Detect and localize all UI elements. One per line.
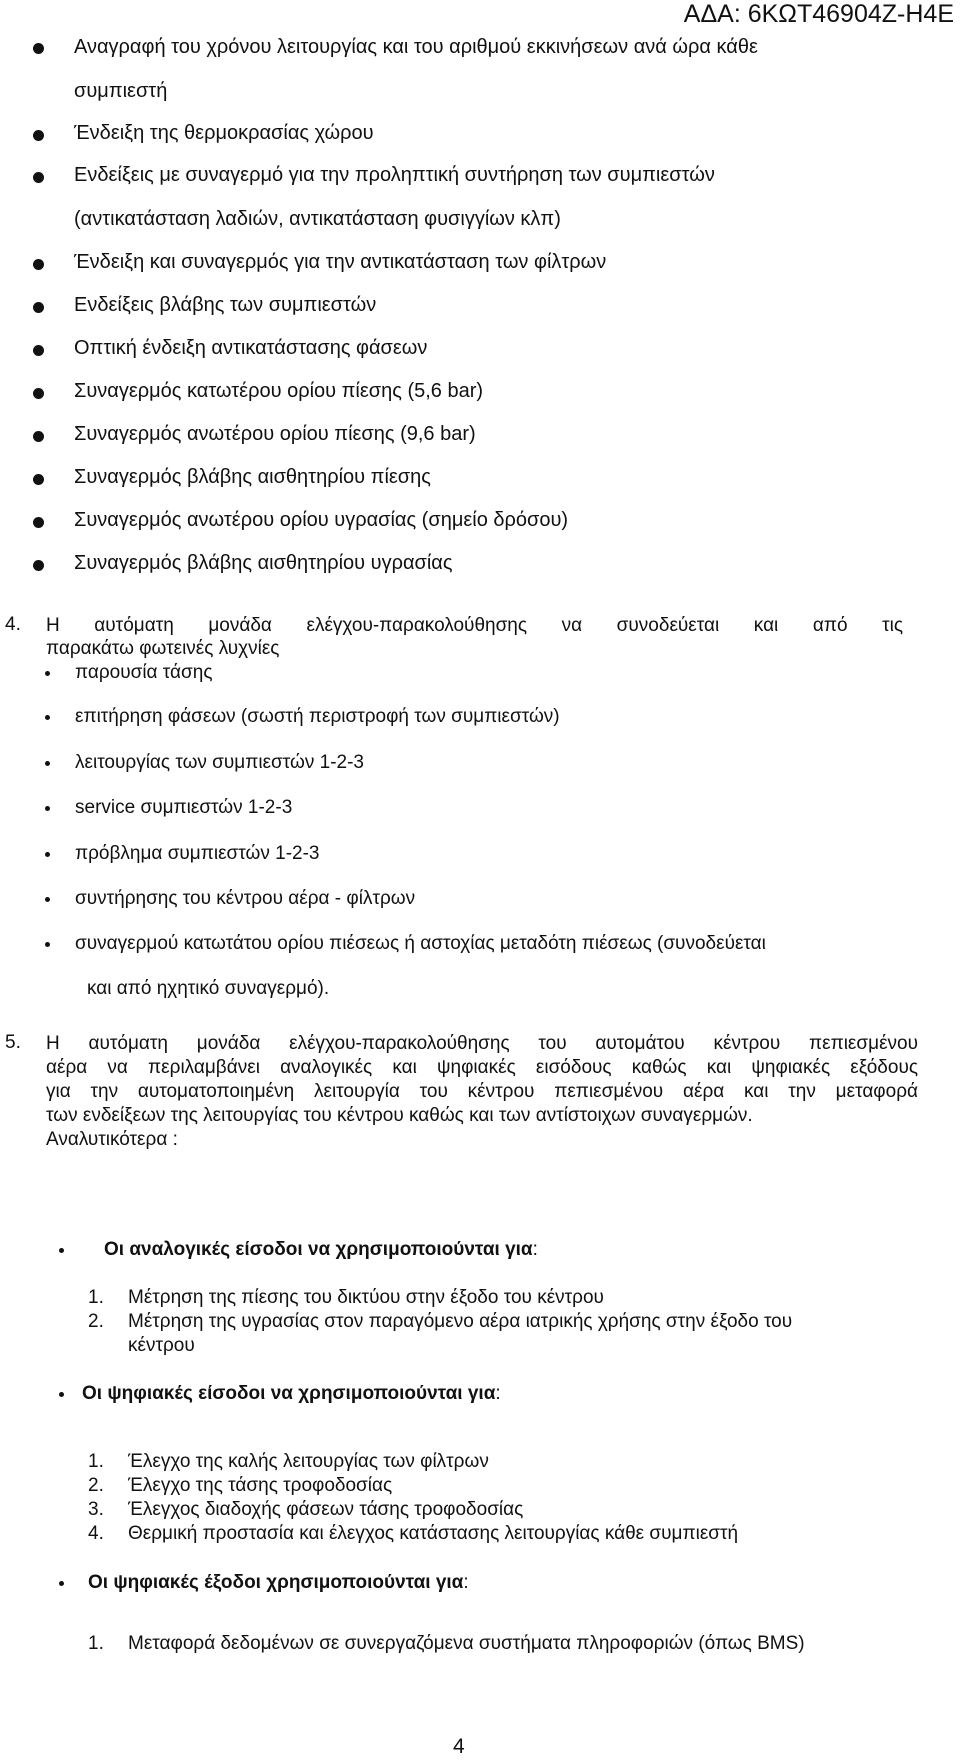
digital-input-item: Έλεγχος διαδοχής φάσεων τάσης τροφοδοσίας (128, 1499, 524, 1520)
list-item: Ενδείξεις με συναγερμό για την προληπτική συντήρηση των συμπιεστών (74, 164, 715, 186)
digital-input-item: Έλεγχο της καλής λειτουργίας των φίλτρων (128, 1451, 489, 1472)
analog-item: Μέτρηση της πίεσης του δικτύου στην έξοδο του κέντρου (128, 1287, 604, 1308)
section-4-intro (46, 614, 903, 638)
digital-outputs-heading: Οι ψηφιακές έξοδοι χρησιμοποιούνται για: (88, 1572, 469, 1593)
list-item: Ένδειξη της θερμοκρασίας χώρου (74, 122, 374, 144)
bullet-icon (45, 852, 50, 857)
digital-output-item: Μεταφορά δεδομένων σε συνεργαζόμενα συστήματα πληροφοριών (όπως BMS) (128, 1633, 805, 1654)
list-item: Συναγερμός κατωτέρου ορίου πίεσης (5,6 bar) (74, 380, 484, 402)
paragraph-line: Η αυτόματη μονάδα ελέγχου-παρακολούθησης να συνοδεύεται και από τις (46, 615, 903, 636)
list-item: Συναγερμός βλάβης αισθητηρίου υγρασίας (74, 552, 453, 574)
ada-code: ΑΔΑ: 6ΚΩΤ46904Ζ-Η4Ε (683, 0, 954, 28)
digital-input-number: 4. (88, 1523, 104, 1544)
digital-input-item: Θερμική προστασία και έλεγχος κατάστασης λειτουργίας κάθε συμπιεστή (128, 1523, 739, 1544)
analog-item-continuation: κέντρου (128, 1335, 195, 1356)
list-item: Συναγερμός ανωτέρου ορίου υγρασίας (σημείο δρόσου) (74, 509, 569, 531)
list-item: Οπτική ένδειξη αντικατάστασης φάσεων (74, 337, 428, 359)
list-item: Αναγραφή του χρόνου λειτουργίας και του αριθμού εκκινήσεων ανά ώρα κάθε (74, 36, 758, 58)
bullet-icon (33, 345, 44, 356)
bullet-icon (33, 474, 44, 485)
digital-input-number: 3. (88, 1499, 104, 1520)
bullet-icon (33, 517, 44, 528)
lamp-item: πρόβλημα συμπιεστών 1-2-3 (75, 843, 320, 864)
analog-item-number: 2. (88, 1311, 104, 1332)
bullet-icon (33, 560, 44, 571)
bullet-icon (59, 1248, 64, 1253)
bullet-icon (33, 43, 44, 54)
lamp-item: λειτουργίας των συμπιεστών 1-2-3 (75, 752, 364, 773)
paragraph-line: αέρα να περιλαμβάνει αναλογικές και ψηφιακές εισόδους καθώς και ψηφιακές εξόδους (46, 1057, 918, 1078)
paragraph-line: Η αυτόματη μονάδα ελέγχου-παρακολούθησης του αυτομάτου κέντρου πεπιεσμένου (46, 1033, 918, 1054)
bullet-icon (45, 671, 50, 676)
digital-output-number: 1. (88, 1633, 104, 1654)
section-number: 4. (5, 614, 21, 635)
digital-input-number: 2. (88, 1475, 104, 1496)
lamp-item: συντήρησης του κέντρου αέρα - φίλτρων (75, 888, 416, 909)
lamp-item: συναγερμού κατωτάτου ορίου πιέσεως ή αστοχίας μεταδότη πιέσεως (συνοδεύεται (75, 933, 766, 954)
bullet-icon (33, 388, 44, 399)
paragraph-line: παρακάτω φωτεινές λυχνίες (46, 638, 280, 659)
bullet-icon (45, 806, 50, 811)
paragraph-line: των ενδείξεων της λειτουργίας του κέντρου καθώς και των αντίστοιχων συναγερμών. (46, 1105, 753, 1126)
list-item: Συναγερμός ανωτέρου ορίου πίεσης (9,6 bar) (74, 423, 476, 445)
bullet-icon (33, 172, 44, 183)
lamp-item: επιτήρηση φάσεων (σωστή περιστροφή των συμπιεστών) (75, 706, 560, 727)
list-item: (αντικατάσταση λαδιών, αντικατάσταση φυσιγγίων κλπ) (74, 208, 561, 230)
list-item: Συναγερμός βλάβης αισθητηρίου πίεσης (74, 466, 431, 488)
list-item: Ενδείξεις βλάβης των συμπιεστών (74, 294, 377, 316)
bullet-icon (45, 715, 50, 720)
list-item: Ένδειξη και συναγερμός για την αντικατάσταση των φίλτρων (74, 251, 607, 273)
bullet-icon (33, 259, 44, 270)
bullet-icon (59, 1392, 64, 1397)
page-number: 4 (453, 1735, 465, 1758)
bullet-icon (33, 130, 44, 141)
bullet-icon (59, 1581, 64, 1586)
digital-inputs-heading: Οι ψηφιακές είσοδοι να χρησιμοποιούνται για: (82, 1383, 501, 1404)
lamp-item: παρουσία τάσης (75, 662, 213, 683)
lamp-item-continuation: και από ηχητικό συναγερμό). (87, 978, 330, 999)
paragraph-line: για την αυτοματοποιημένη λειτουργία του κέντρου πεπιεσμένου αέρα και την μεταφορά (46, 1081, 918, 1102)
bullet-icon (45, 897, 50, 902)
analog-item: Μέτρηση της υγρασίας στον παραγόμενο αέρα ιατρικής χρήσης στην έξοδο του (128, 1311, 793, 1332)
bullet-icon (33, 431, 44, 442)
digital-input-item: Έλεγχο της τάσης τροφοδοσίας (128, 1475, 393, 1496)
digital-input-number: 1. (88, 1451, 104, 1472)
lamp-item: service συμπιεστών 1-2-3 (75, 797, 293, 818)
analog-item-number: 1. (88, 1287, 104, 1308)
paragraph-line: Αναλυτικότερα : (46, 1129, 178, 1150)
analog-inputs-heading: Οι αναλογικές είσοδοι να χρησιμοποιούνται για: (104, 1239, 538, 1260)
section-number: 5. (5, 1032, 21, 1053)
list-item: συμπιεστή (74, 80, 168, 102)
bullet-icon (33, 302, 44, 313)
bullet-icon (45, 942, 50, 947)
bullet-icon (45, 761, 50, 766)
section-5-paragraph (46, 1032, 918, 1152)
